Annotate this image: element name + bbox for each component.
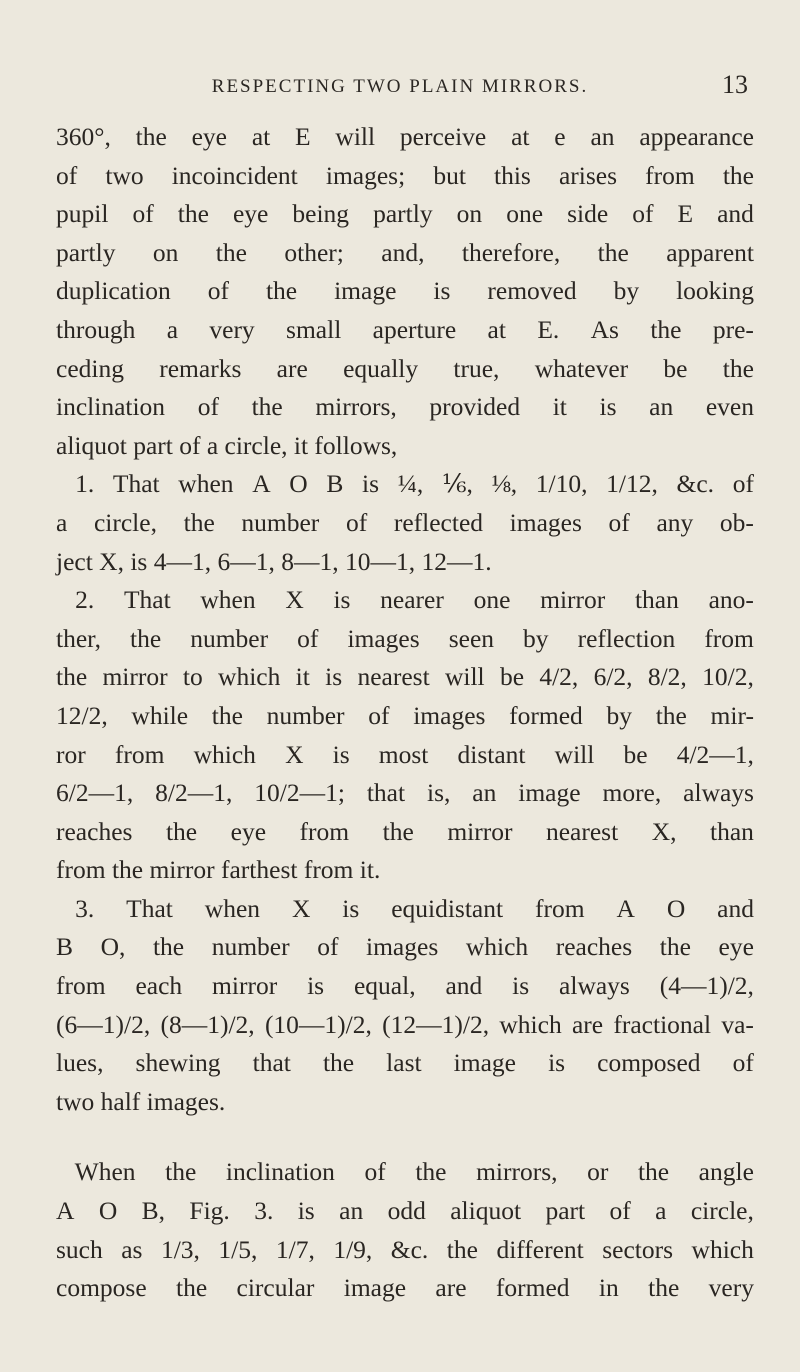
text-line: a circle, the number of reflected images of any ob- bbox=[56, 507, 754, 537]
paragraph-1 bbox=[56, 118, 754, 465]
text-line: ject X, is 4—1, 6—1, 8—1, 10—1, 12—1. bbox=[56, 546, 492, 576]
text-line: (6—1)/2, (8—1)/2, (10—1)/2, (12—1)/2, which are fractional va- bbox=[56, 1009, 754, 1039]
section-gap bbox=[56, 1121, 754, 1153]
text-line: pupil of the eye being partly on one side of E and bbox=[56, 199, 754, 229]
running-title: RESPECTING TWO PLAIN MIRRORS. bbox=[211, 76, 589, 97]
text-line: partly on the other; and, therefore, the apparent bbox=[56, 237, 754, 267]
text-line: from the mirror farthest from it. bbox=[56, 855, 381, 885]
text-line: two half images. bbox=[56, 1086, 226, 1116]
text-line: the mirror to which it is nearest will be 4/2, 6/2, 8/2, 10/2, bbox=[56, 662, 754, 692]
text-line: ther, the number of images seen by reflection from bbox=[56, 623, 754, 653]
text-line: ror from which X is most distant will be 4/2—1, bbox=[56, 739, 754, 769]
text-line: through a very small aperture at E. As the pre- bbox=[56, 314, 754, 344]
text-line: inclination of the mirrors, provided it is an even bbox=[56, 392, 754, 422]
text-line: aliquot part of a circle, it follows, bbox=[56, 430, 398, 460]
text-line: such as 1/3, 1/5, 1/7, 1/9, &c. the different sectors which bbox=[56, 1234, 754, 1264]
text-line: When the inclination of the mirrors, or the angle bbox=[56, 1157, 754, 1187]
text-line: 1. That when A O B is ¼, ⅙, ⅛, 1/10, 1/12, &c. of bbox=[56, 469, 754, 499]
paragraph-2 bbox=[56, 1153, 754, 1307]
text-line: B O, the number of images which reaches the eye bbox=[56, 932, 754, 962]
numbered-item-3 bbox=[56, 890, 754, 1122]
body-text bbox=[56, 118, 754, 1308]
numbered-item-2 bbox=[56, 581, 754, 890]
text-line: of two incoincident images; but this arises from the bbox=[56, 160, 754, 190]
numbered-item-1 bbox=[56, 465, 754, 581]
text-line: A O B, Fig. 3. is an odd aliquot part of a circle, bbox=[56, 1196, 754, 1226]
page-number: 13 bbox=[722, 70, 748, 99]
text-line: 2. That when X is nearer one mirror than ano- bbox=[56, 585, 754, 615]
text-line: reaches the eye from the mirror nearest X, than bbox=[56, 816, 754, 846]
text-line: 360°, the eye at E will perceive at e an appearance bbox=[56, 122, 754, 151]
text-line: ceding remarks are equally true, whatever be the bbox=[56, 353, 754, 383]
text-line: lues, shewing that the last image is composed of bbox=[56, 1048, 754, 1078]
text-line: 6/2—1, 8/2—1, 10/2—1; that is, an image more, always bbox=[56, 778, 754, 808]
text-line: 3. That when X is equidistant from A O and bbox=[56, 893, 754, 923]
text-line: duplication of the image is removed by looking bbox=[56, 276, 754, 306]
text-line: compose the circular image are formed in the very bbox=[56, 1273, 754, 1303]
text-line: 12/2, while the number of images formed by the mir- bbox=[56, 700, 754, 730]
text-line: from each mirror is equal, and is always (4—1)/2, bbox=[56, 971, 754, 1001]
